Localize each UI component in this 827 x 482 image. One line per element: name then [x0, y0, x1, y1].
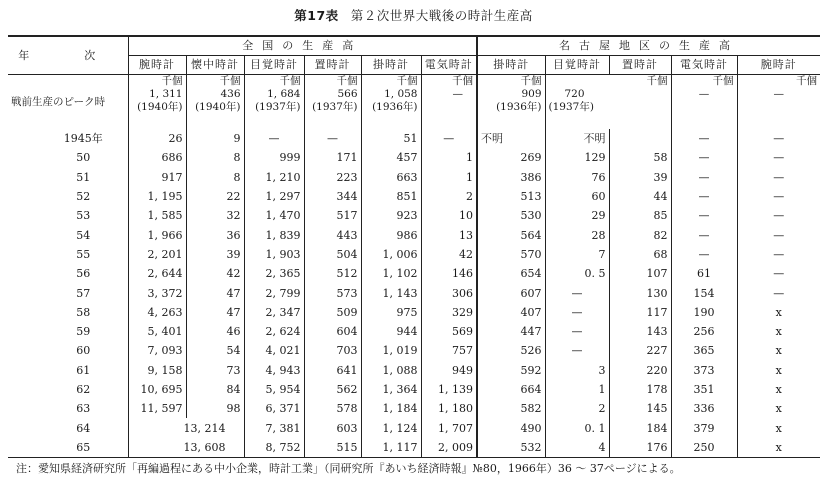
table-number: 第17表: [294, 8, 339, 23]
table-cell: 1, 088: [361, 361, 421, 380]
peak-nagoya-wall: 千個 909 (1936年): [477, 75, 545, 130]
column-header: 置時計: [304, 56, 361, 75]
table-cell: —: [737, 168, 820, 187]
table-cell: 1, 102: [361, 264, 421, 283]
table-cell: x: [737, 380, 820, 399]
table-cell: 7, 093: [128, 341, 186, 360]
column-header: 電気時計: [671, 56, 737, 75]
table-cell: 604: [304, 322, 361, 341]
table-cell: 2, 644: [128, 264, 186, 283]
table-cell: 13, 214: [128, 418, 244, 437]
table-cell: 1, 585: [128, 206, 186, 225]
table-cell: 2, 347: [244, 303, 304, 322]
table-cell: 50: [76, 151, 91, 165]
table-cell: —: [671, 148, 737, 167]
table-row: [8, 206, 820, 225]
peak-nagoya-watch: 千個 —: [737, 75, 820, 130]
table-row: [8, 380, 820, 399]
table-cell: 306: [421, 283, 477, 302]
table-cell: x: [737, 361, 820, 380]
production-table: [8, 35, 820, 458]
table-cell: 4, 263: [128, 303, 186, 322]
table-cell: 344: [304, 187, 361, 206]
table-cell: 2, 799: [244, 283, 304, 302]
table-cell: —: [545, 283, 609, 302]
table-cell: —: [545, 341, 609, 360]
table-cell: 512: [304, 264, 361, 283]
peak-pocket: 千個 436 (1940年): [186, 75, 244, 130]
table-cell: 117: [609, 303, 671, 322]
table-cell: 85: [609, 206, 671, 225]
table-cell: 4: [545, 438, 609, 458]
table-cell: 2, 365: [244, 264, 304, 283]
table-cell: 178: [609, 380, 671, 399]
peak-nagoya-alarm-table: 千個 720 (1937年): [545, 75, 671, 130]
table-cell: 329: [421, 303, 477, 322]
table-cell: 1, 966: [128, 225, 186, 244]
table-cell: 146: [421, 264, 477, 283]
table-row: [8, 322, 820, 341]
table-cell: 63: [76, 402, 91, 416]
table-cell: 62: [76, 383, 91, 396]
table-cell: 1, 297: [244, 187, 304, 206]
footnote: 注：愛知県経済研究所「再編過程にある中小企業，時計工業」（同研究所『あいち経済時報』№80，1966年）36 ～ 37ページによる。: [16, 462, 681, 475]
table-cell: 60: [545, 187, 609, 206]
table-cell: —: [671, 206, 737, 225]
peak-nagoya-electric: 千個 —: [671, 75, 737, 130]
table-cell: 1, 143: [361, 283, 421, 302]
table-cell: 51: [361, 129, 421, 148]
table-cell: 336: [671, 399, 737, 418]
table-cell: 39: [186, 245, 244, 264]
header-national: 全国の生産高: [128, 36, 477, 56]
table-cell: 58: [609, 148, 671, 167]
table-cell: 8, 752: [244, 438, 304, 458]
table-cell: 592: [477, 361, 545, 380]
peak-label: 戦前生産のピーク時: [11, 95, 106, 108]
table-cell: 1, 839: [244, 225, 304, 244]
table-cell: 2, 009: [421, 438, 477, 458]
table-cell: 143: [609, 322, 671, 341]
table-cell: 54: [76, 228, 91, 242]
table-cell: 73: [186, 361, 244, 380]
table-cell: 530: [477, 206, 545, 225]
header-year: 年 次: [8, 36, 128, 75]
table-cell: 1: [545, 380, 609, 399]
table-cell: 98: [186, 399, 244, 418]
table-cell: 46: [186, 322, 244, 341]
table-cell: 26: [128, 129, 186, 148]
header-nagoya: 名古屋地区の生産高: [477, 36, 820, 56]
table-cell: 564: [477, 225, 545, 244]
peak-row: [8, 75, 820, 130]
table-cell: 999: [244, 148, 304, 167]
table-cell: 1, 006: [361, 245, 421, 264]
table-cell: 269: [477, 148, 545, 167]
column-header: 掛時計: [477, 56, 545, 75]
table-cell: 686: [128, 148, 186, 167]
table-cell: 654: [477, 264, 545, 283]
table-cell: 145: [609, 399, 671, 418]
table-cell: 227: [609, 341, 671, 360]
table-row: [8, 361, 820, 380]
table-cell: 不明: [545, 129, 609, 148]
table-cell: x: [737, 438, 820, 458]
column-header: 腕時計: [737, 56, 820, 75]
table-cell: —: [244, 129, 304, 148]
table-cell: 42: [186, 264, 244, 283]
table-cell: 36: [186, 225, 244, 244]
table-cell: 582: [477, 399, 545, 418]
table-cell: —: [671, 187, 737, 206]
table-cell: 757: [421, 341, 477, 360]
table-cell: 107: [609, 264, 671, 283]
table-cell: 39: [609, 168, 671, 187]
table-cell: x: [737, 399, 820, 418]
table-cell: 61: [671, 264, 737, 283]
table-cell: 8: [186, 168, 244, 187]
table-row: [8, 399, 820, 418]
table-cell: 130: [609, 283, 671, 302]
table-cell: 65: [8, 438, 128, 458]
table-cell: 7: [545, 245, 609, 264]
table-cell: —: [737, 206, 820, 225]
table-cell: —: [737, 283, 820, 302]
table-cell: 1, 117: [361, 438, 421, 458]
table-cell: 1: [421, 148, 477, 167]
table-cell: 54: [186, 341, 244, 360]
table-cell: 569: [421, 322, 477, 341]
table-cell: 664: [477, 380, 545, 399]
table-cell: 1, 139: [421, 380, 477, 399]
table-cell: 2, 624: [244, 322, 304, 341]
table-cell: —: [545, 322, 609, 341]
table-cell: 82: [609, 225, 671, 244]
table-cell: 44: [609, 187, 671, 206]
table-cell: 1, 470: [244, 206, 304, 225]
table-cell: 407: [477, 303, 545, 322]
table-cell: 52: [76, 190, 91, 204]
table-cell: 2, 201: [128, 245, 186, 264]
table-cell: 59: [76, 325, 91, 339]
table-cell: 5, 401: [128, 322, 186, 341]
table-cell: 47: [186, 283, 244, 302]
table-cell: —: [545, 303, 609, 322]
table-cell: 250: [671, 438, 737, 458]
table-cell: x: [737, 322, 820, 341]
table-cell: 513: [477, 187, 545, 206]
table-row: [8, 245, 820, 264]
table-cell: —: [671, 225, 737, 244]
table-cell: 10: [421, 206, 477, 225]
peak-watch: 千個 1, 311 (1940年): [128, 75, 186, 130]
table-cell: 4, 021: [244, 341, 304, 360]
column-header: 目覚時計: [244, 56, 304, 75]
column-header: 置時計: [609, 56, 671, 75]
table-row: [8, 264, 820, 283]
table-cell: 10, 695: [128, 380, 186, 399]
table-cell: —: [304, 129, 361, 148]
peak-table: 千個 566 (1937年): [304, 75, 361, 130]
table-row: [8, 438, 820, 458]
table-cell: 184: [609, 418, 671, 437]
table-cell: 457: [361, 148, 421, 167]
table-cell: 55: [76, 247, 91, 261]
table-cell: 365: [671, 341, 737, 360]
table-cell: 944: [361, 322, 421, 341]
table-cell: 2: [545, 399, 609, 418]
table-cell: 154: [671, 283, 737, 302]
table-cell: 923: [361, 206, 421, 225]
table-cell: 51: [76, 170, 91, 184]
table-cell: 1, 903: [244, 245, 304, 264]
table-cell: 641: [304, 361, 361, 380]
table-cell: x: [737, 341, 820, 360]
table-cell: 373: [671, 361, 737, 380]
table-cell: 61: [76, 363, 91, 377]
table-cell: 32: [186, 206, 244, 225]
table-cell: 58: [76, 305, 91, 319]
table-row: [8, 129, 820, 148]
table-cell: —: [737, 225, 820, 244]
table-cell: 1945年: [63, 132, 103, 146]
column-header: 掛時計: [361, 56, 421, 75]
table-cell: 526: [477, 341, 545, 360]
table-cell: 532: [477, 438, 545, 458]
table-cell: 190: [671, 303, 737, 322]
table-cell: 949: [421, 361, 477, 380]
table-cell: —: [671, 245, 737, 264]
table-cell: 1, 707: [421, 418, 477, 437]
table-cell: 60: [76, 344, 91, 358]
table-cell: —: [737, 129, 820, 148]
table-cell: 2: [421, 187, 477, 206]
table-cell: 28: [545, 225, 609, 244]
table-cell: 68: [609, 245, 671, 264]
table-cell: 1, 184: [361, 399, 421, 418]
table-cell: —: [737, 187, 820, 206]
column-header: 電気時計: [421, 56, 477, 75]
table-caption: 第２次世界大戦後の時計生産高: [350, 8, 533, 23]
table-cell: 256: [671, 322, 737, 341]
table-cell: 76: [545, 168, 609, 187]
table-cell: 1, 210: [244, 168, 304, 187]
table-cell: 11, 597: [128, 399, 186, 418]
table-cell: —: [671, 168, 737, 187]
table-cell: 176: [609, 438, 671, 458]
table-cell: 443: [304, 225, 361, 244]
peak-electric: 千個 —: [421, 75, 477, 130]
table-cell: 509: [304, 303, 361, 322]
table-row: [8, 341, 820, 360]
table-cell: 223: [304, 168, 361, 187]
table-cell: 447: [477, 322, 545, 341]
table-cell: 3: [545, 361, 609, 380]
table-cell: 573: [304, 283, 361, 302]
table-cell: —: [737, 148, 820, 167]
table-cell: 4, 943: [244, 361, 304, 380]
table-cell: 47: [186, 303, 244, 322]
table-cell: 1: [421, 168, 477, 187]
peak-alarm: 千個 1, 684 (1937年): [244, 75, 304, 130]
table-cell: —: [671, 129, 737, 148]
table-cell: 386: [477, 168, 545, 187]
table-row: [8, 283, 820, 302]
table-cell: 504: [304, 245, 361, 264]
table-cell: —: [421, 129, 477, 148]
table-cell: 不明: [477, 129, 545, 148]
table-row: [8, 148, 820, 167]
table-cell: 6, 371: [244, 399, 304, 418]
table-cell: 53: [76, 209, 91, 223]
table-cell: x: [737, 418, 820, 437]
table-cell: 515: [304, 438, 361, 458]
table-row: [8, 168, 820, 187]
table-cell: 171: [304, 148, 361, 167]
table-cell: 570: [477, 245, 545, 264]
table-cell: 7, 381: [244, 418, 304, 437]
table-cell: 975: [361, 303, 421, 322]
table-cell: 13, 608: [128, 438, 244, 458]
table-cell: 351: [671, 380, 737, 399]
table-cell: 8: [186, 148, 244, 167]
table-cell: 379: [671, 418, 737, 437]
table-cell: 1, 364: [361, 380, 421, 399]
table-cell: 1, 019: [361, 341, 421, 360]
table-cell: 220: [609, 361, 671, 380]
table-cell: 5, 954: [244, 380, 304, 399]
table-cell: 64: [76, 421, 91, 435]
table-row: [8, 303, 820, 322]
column-header: 目覚時計: [545, 56, 609, 75]
table-row: [8, 225, 820, 244]
table-cell: 663: [361, 168, 421, 187]
table-cell: 22: [186, 187, 244, 206]
table-cell: 1, 124: [361, 418, 421, 437]
table-cell: 3, 372: [128, 283, 186, 302]
table-cell: 986: [361, 225, 421, 244]
table-cell: 490: [477, 418, 545, 437]
table-cell: 578: [304, 399, 361, 418]
table-cell: 56: [76, 267, 91, 281]
table-cell: 851: [361, 187, 421, 206]
column-header: 腕時計: [128, 56, 186, 75]
table-cell: 13: [421, 225, 477, 244]
table-row: [8, 418, 820, 437]
table-cell: 917: [128, 168, 186, 187]
table-cell: 703: [304, 341, 361, 360]
table-cell: —: [737, 264, 820, 283]
table-cell: 1, 195: [128, 187, 186, 206]
table-cell: x: [737, 303, 820, 322]
table-cell: 517: [304, 206, 361, 225]
table-row: [8, 187, 820, 206]
table-cell: 603: [304, 418, 361, 437]
table-cell: [609, 129, 671, 148]
table-cell: 42: [421, 245, 477, 264]
table-cell: 129: [545, 148, 609, 167]
table-cell: 57: [76, 286, 91, 300]
table-cell: 84: [186, 380, 244, 399]
table-cell: 562: [304, 380, 361, 399]
table-cell: 29: [545, 206, 609, 225]
table-title: [0, 6, 827, 24]
table-cell: —: [737, 245, 820, 264]
table-cell: 607: [477, 283, 545, 302]
table-cell: 9: [186, 129, 244, 148]
table-cell: 9, 158: [128, 361, 186, 380]
table-cell: 0. 5: [545, 264, 609, 283]
table-cell: 0. 1: [545, 418, 609, 437]
peak-wall: 千個 1, 058 (1936年): [361, 75, 421, 130]
table-cell: 1, 180: [421, 399, 477, 418]
column-header: 懐中時計: [186, 56, 244, 75]
